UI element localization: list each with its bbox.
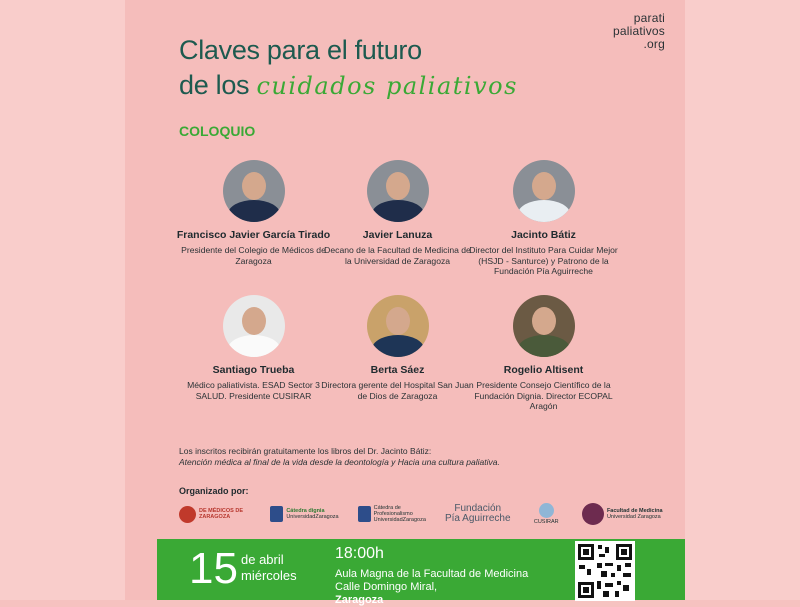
books-note <box>179 446 619 468</box>
speaker-role: Presidente Consejo Científico de la Fundación Dignia. Director ECOPAL Aragón <box>474 380 613 411</box>
speaker-card <box>461 295 626 412</box>
title-script: cuidados paliativos <box>256 72 518 100</box>
organizer-logos <box>179 498 669 530</box>
brand-logo[interactable] <box>575 12 665 51</box>
speaker-name: Francisco Javier García Tirado <box>176 229 331 241</box>
brand-line-1: parati <box>633 11 665 25</box>
speaker-name: Berta Sáez <box>370 364 425 376</box>
speaker-name: Javier Lanuza <box>362 229 433 241</box>
faculty-seal-icon <box>582 503 604 525</box>
event-poster <box>125 0 685 606</box>
event-month: de abril <box>241 552 284 567</box>
qr-code-icon[interactable] <box>575 541 635 601</box>
catedra-dignia-logo <box>270 506 339 522</box>
event-city: Zaragoza <box>335 594 384 606</box>
books-note-titles: Atención médica al final de la vida desde la deontología y Hacia una cultura paliativa. <box>179 457 500 467</box>
speaker-role: Presidente del Colegio de Médicos de Zaragoza <box>181 245 326 266</box>
event-date-words <box>241 552 297 584</box>
speaker-card <box>171 295 336 401</box>
facultad-logo-line-2: Universidad Zaragoza <box>606 514 661 520</box>
event-location <box>335 568 528 607</box>
facultad-logo-text <box>607 508 669 520</box>
organizers-label: Organizado por: <box>179 486 249 496</box>
event-street: Calle Domingo Miral, <box>335 581 438 593</box>
speaker-photo <box>223 295 285 357</box>
fundacion-logo-text <box>445 504 511 524</box>
event-venue: Aula Magna de la Facultad de Medicina <box>335 568 529 580</box>
catedra-profesionalismo-university: UniversidadZaragoza <box>373 517 426 523</box>
speaker-photo <box>367 295 429 357</box>
fundacion-logo-line-2: Pía Aguirreche <box>444 513 511 524</box>
event-day: 15 <box>189 544 238 593</box>
brand-line-3: .org <box>643 37 665 51</box>
speaker-role: Médico paliativista. ESAD Sector 3 SALUD. Presidente CUSIRAR <box>187 380 320 401</box>
speaker-photo <box>367 160 429 222</box>
university-icon <box>358 506 371 522</box>
speaker-card <box>171 160 336 266</box>
event-details-banner <box>157 539 685 606</box>
side-band-left <box>0 0 125 600</box>
catedra-profesionalismo-title: Cátedra de Profesionalismo <box>373 505 413 517</box>
section-label: COLOQUIO <box>179 123 256 139</box>
cusirar-icon <box>539 503 554 518</box>
event-time: 18:00h <box>335 545 384 562</box>
speaker-role: Decano de la Facultad de Medicina de la Universidad de Zaragoza <box>324 245 471 266</box>
poster-title <box>179 33 518 104</box>
title-line-2 <box>179 68 518 104</box>
university-icon <box>270 506 283 522</box>
brand-line-2: paliativos <box>612 24 665 38</box>
speaker-name: Jacinto Bátiz <box>511 229 576 241</box>
speaker-card <box>315 295 480 401</box>
title-prefix: de los <box>179 70 250 100</box>
title-line-1: Claves para el futuro <box>179 35 422 65</box>
speaker-card <box>315 160 480 266</box>
facultad-medicina-logo <box>582 503 669 525</box>
crest-icon <box>179 506 196 523</box>
cusirar-logo-text: CUSIRAR <box>533 519 559 525</box>
colegio-logo-text: DE MÉDICOS DE ZARAGOZA <box>199 508 244 520</box>
catedra-dignia-university: UniversidadZaragoza <box>286 514 339 520</box>
speaker-name: Santiago Trueba <box>212 364 295 376</box>
event-weekday: miércoles <box>241 568 297 583</box>
fundacion-pia-aguirreche-logo <box>445 504 511 524</box>
colegio-medicos-logo <box>179 506 247 523</box>
catedra-dignia-title: Cátedra dignia <box>286 508 325 514</box>
catedra-profesionalismo-text <box>373 505 426 523</box>
speaker-card <box>461 160 626 277</box>
speaker-role: Director del Instituto Para Cuidar Mejor (HSJD - Santurce) y Patrono de la Fundación Pía Aguirreche <box>469 245 618 276</box>
fundacion-logo-line-1: Fundación <box>454 503 502 514</box>
speaker-name: Rogelio Altisent <box>503 364 584 376</box>
side-band-right <box>675 0 800 600</box>
speaker-photo <box>513 295 575 357</box>
event-address <box>335 581 528 607</box>
catedra-profesionalismo-logo <box>358 505 426 523</box>
facultad-logo-line-1: Facultad de Medicina <box>606 508 663 514</box>
books-note-line-1: Los inscritos recibirán gratuitamente los libros del Dr. Jacinto Bátiz: <box>179 446 432 456</box>
speaker-role: Directora gerente del Hospital San Juan de Dios de Zaragoza <box>321 380 474 401</box>
speaker-photo <box>223 160 285 222</box>
cusirar-logo <box>534 503 559 525</box>
catedra-dignia-text <box>286 508 339 520</box>
speaker-photo <box>513 160 575 222</box>
